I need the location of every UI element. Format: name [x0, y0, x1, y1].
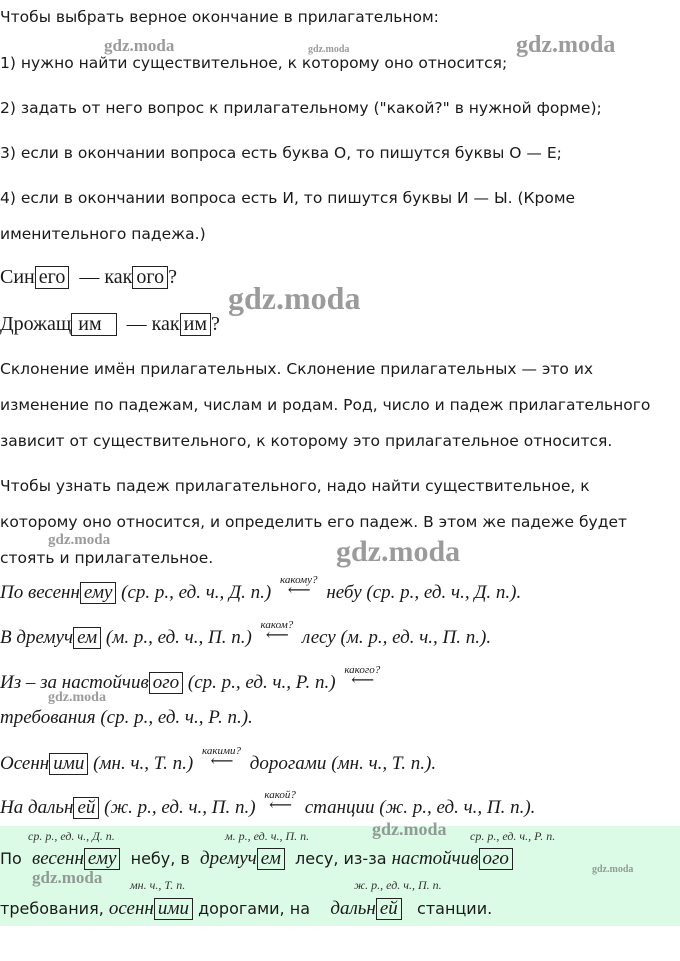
answer-gram-2: м. р., ед. ч., П. п. — [225, 829, 310, 843]
analysis-row-1: По весенн ему (ср. р., ед. ч., Д. п.) какому? ⟵ небу (ср. р., ед. ч., Д. п.). — [0, 574, 522, 603]
ending-box: ей — [376, 898, 402, 920]
ending-box: ей — [73, 797, 99, 819]
watermark: gdz.moda — [32, 868, 103, 887]
watermark: gdz.moda — [372, 819, 447, 839]
ending-box: ему — [84, 848, 121, 870]
watermark: gdz.moda — [48, 532, 111, 548]
answer-line-1: По весенн ему небу, в дремуч ем лесу, из-за настойчив ого — [0, 848, 513, 870]
watermark: gdz.moda — [228, 280, 361, 316]
ending-box: ими — [154, 898, 193, 920]
ending-box: ем — [73, 627, 101, 649]
answer-line-2: требования, осенн ими дорогами, на дальн ей станции. — [0, 898, 493, 919]
case-rule-line-3: стоять и прилагательное. — [0, 549, 214, 567]
ending-box: им — [71, 313, 116, 336]
case-rule-line-1: Чтобы узнать падеж прилагательного, надо найти существительное, к — [0, 477, 590, 495]
intro-title: Чтобы выбрать верное окончание в прилагательном: — [0, 8, 439, 26]
watermark: gdz.moda — [592, 864, 634, 875]
analysis-row-5: На дальн ей (ж. р., ед. ч., П. п.) какой? ⟵ станции (ж. р., ед. ч., П. п.). — [0, 789, 536, 818]
rule-step-3: 3) если в окончании вопроса есть буква О, то пишутся буквы О — Е; — [0, 144, 562, 162]
analysis-row-3: Из – за настойчив ого (ср. р., ед. ч., Р. п.) какого? ⟵ — [0, 664, 381, 693]
rule-step-4: 4) если в окончании вопроса есть И, то пишутся буквы И — Ы. (Кроме — [0, 189, 576, 207]
ending-box: ему — [80, 582, 117, 604]
ending-box: ем — [257, 848, 285, 870]
question-arrow: какими? ⟵ — [201, 745, 242, 771]
question-arrow: какому? ⟵ — [279, 574, 318, 600]
watermark: gdz.moda — [336, 535, 461, 568]
ending-box: ого — [149, 672, 183, 694]
ending-box: ого — [479, 848, 513, 870]
example-1: Син его — как ого ? — [0, 266, 177, 288]
rule-step-2: 2) задать от него вопрос к прилагательному ("какой?" в нужной форме); — [0, 99, 602, 117]
declension-line-2: изменение по падежам, числам и родам. Род, число и падеж прилагательного — [0, 396, 651, 414]
analysis-row-4: Осенн ими (мн. ч., Т. п.) какими? ⟵ дорогами (мн. ч., Т. п.). — [0, 745, 437, 774]
question-arrow: какого? ⟵ — [344, 664, 381, 690]
answer-gram-3: ср. р., ед. ч., Р. п. — [470, 829, 556, 843]
watermark: gdz.moda — [48, 690, 106, 705]
analysis-row-2: В дремуч ем (м. р., ед. ч., П. п.) каком? ⟵ лесу (м. р., ед. ч., П. п.). — [0, 619, 492, 648]
declension-line-3: зависит от существительного, к которому это прилагательное относится. — [0, 432, 613, 450]
rule-step-4-cont: именительного падежа.) — [0, 225, 206, 243]
declension-line-1: Склонение имён прилагательных. Склонение прилагательных — это их — [0, 360, 594, 378]
ending-box: его — [35, 266, 70, 289]
rule-step-1: 1) нужно найти существительное, к которому оно относится; — [0, 54, 508, 72]
answer-gram-1: ср. р., ед. ч., Д. п. — [28, 829, 115, 843]
analysis-row-3-cont: требования (ср. р., ед. ч., Р. п.). — [0, 707, 253, 728]
question-arrow: каком? ⟵ — [260, 619, 294, 645]
example-2: Дрожащ им — как им ? — [0, 313, 220, 335]
ending-box: ими — [49, 753, 88, 775]
answer-gram-5: ж. р., ед. ч., П. п. — [354, 878, 442, 892]
answer-gram-4: мн. ч., Т. п. — [130, 878, 186, 892]
case-rule-line-2: которому оно относится, и определить его падеж. В этом же падеже будет — [0, 513, 628, 531]
watermark: gdz.moda — [308, 44, 350, 55]
watermark: gdz.moda — [516, 32, 616, 58]
ending-box: им — [180, 313, 211, 336]
watermark: gdz.moda — [104, 36, 175, 55]
ending-box: ого — [132, 266, 168, 289]
question-arrow: какой? ⟵ — [264, 789, 296, 815]
